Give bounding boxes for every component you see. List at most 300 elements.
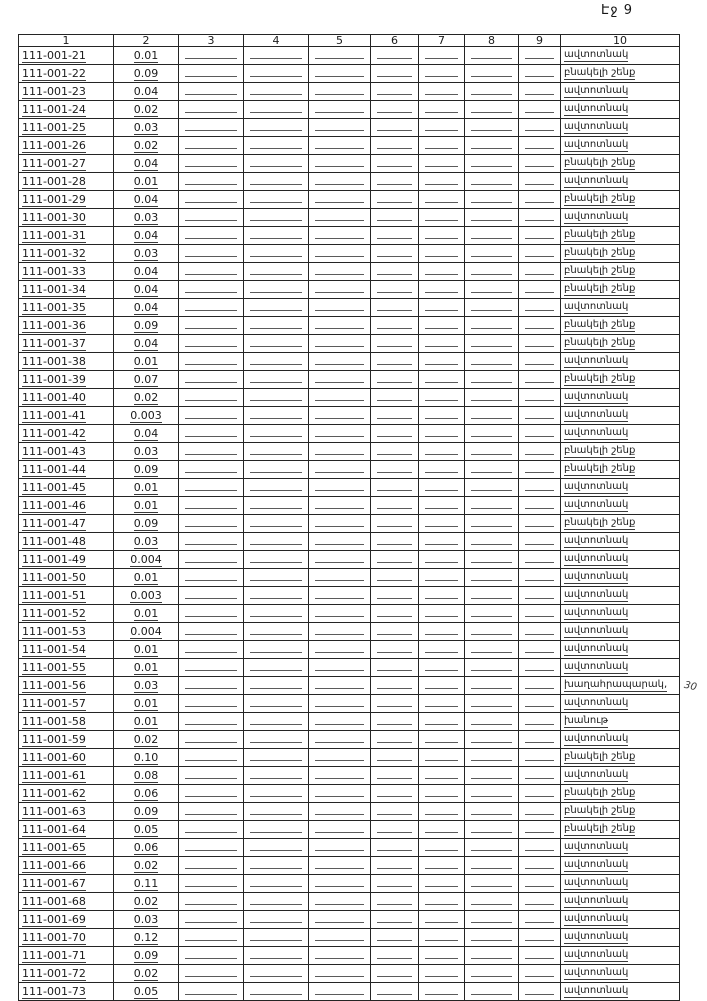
cell-col5 (309, 749, 371, 767)
cell-col3 (179, 893, 244, 911)
blank-rule-line (315, 688, 364, 689)
blank-rule-line (377, 724, 412, 725)
cell-col7 (419, 857, 465, 875)
cell-col4 (244, 731, 309, 749)
parcel-id: 111-001-31 (22, 228, 86, 242)
cell-col6 (371, 875, 419, 893)
blank-rule-line (315, 598, 364, 599)
cell-col7 (419, 803, 465, 821)
cell-col7 (419, 137, 465, 155)
blank-rule-line (377, 490, 412, 491)
blank-rule-line (185, 274, 237, 275)
parcel-id: 111-001-45 (22, 480, 86, 494)
area-value: 0.04 (133, 228, 159, 242)
cell-col8 (465, 641, 519, 659)
cell-col2 (114, 569, 179, 587)
cell-col2 (114, 821, 179, 839)
cell-col6 (371, 641, 419, 659)
parcel-id: 111-001-52 (22, 606, 86, 620)
cell-col6 (371, 281, 419, 299)
cell-col6 (371, 227, 419, 245)
cell-col8 (465, 65, 519, 83)
blank-rule-line (250, 256, 302, 257)
parcel-id: 111-001-67 (22, 876, 86, 890)
cell-col7 (419, 227, 465, 245)
blank-rule-line (377, 364, 412, 365)
cell-col2 (114, 785, 179, 803)
cell-col9 (519, 677, 561, 695)
cell-col9 (519, 623, 561, 641)
cell-col7 (419, 695, 465, 713)
cell-col4 (244, 389, 309, 407)
blank-rule-line (250, 364, 302, 365)
column-header: 7 (419, 35, 465, 47)
cell-col7 (419, 371, 465, 389)
cell-col9 (519, 245, 561, 263)
cell-col4 (244, 605, 309, 623)
use-label: ավտոտնակ (564, 643, 629, 654)
blank-rule-line (377, 328, 412, 329)
table-row (19, 245, 680, 263)
cell-col2 (114, 101, 179, 119)
use-label: ավտոտնակ (564, 931, 629, 942)
blank-rule-line (425, 688, 458, 689)
table-row (19, 407, 680, 425)
cell-col4 (244, 983, 309, 1001)
blank-rule-line (250, 220, 302, 221)
cell-col5 (309, 335, 371, 353)
blank-rule-line (250, 634, 302, 635)
cell-col4 (244, 317, 309, 335)
cell-col2 (114, 947, 179, 965)
blank-rule-line (250, 598, 302, 599)
blank-rule-line (525, 796, 554, 797)
use-label: ավտոտնակ (564, 877, 629, 888)
cell-col5 (309, 533, 371, 551)
blank-rule-line (525, 976, 554, 977)
table-row (19, 839, 680, 857)
blank-rule-line (525, 904, 554, 905)
cell-col10 (561, 515, 680, 533)
blank-rule-line (185, 904, 237, 905)
table-row (19, 335, 680, 353)
table-row (19, 317, 680, 335)
cell-col10 (561, 155, 680, 173)
blank-rule-line (185, 760, 237, 761)
cell-col8 (465, 893, 519, 911)
cell-col10 (561, 713, 680, 731)
cell-col3 (179, 569, 244, 587)
cell-col7 (419, 839, 465, 857)
blank-rule-line (425, 580, 458, 581)
blank-rule-line (377, 976, 412, 977)
blank-rule-line (315, 814, 364, 815)
cell-col4 (244, 497, 309, 515)
blank-rule-line (525, 994, 554, 995)
cell-col7 (419, 389, 465, 407)
parcel-id: 111-001-54 (22, 642, 86, 656)
blank-rule-line (425, 544, 458, 545)
blank-rule-line (250, 490, 302, 491)
cell-col8 (465, 371, 519, 389)
cell-col4 (244, 785, 309, 803)
cell-col1 (19, 137, 114, 155)
cell-col3 (179, 965, 244, 983)
area-value: 0.01 (133, 498, 159, 512)
cell-col3 (179, 299, 244, 317)
area-value: 0.04 (133, 300, 159, 314)
cell-col9 (519, 443, 561, 461)
parcel-id: 111-001-33 (22, 264, 86, 278)
cell-col3 (179, 371, 244, 389)
blank-rule-line (425, 508, 458, 509)
blank-rule-line (315, 238, 364, 239)
cell-col10 (561, 785, 680, 803)
cell-col9 (519, 389, 561, 407)
blank-rule-line (471, 418, 512, 419)
blank-rule-line (377, 670, 412, 671)
cell-col10 (561, 587, 680, 605)
blank-rule-line (315, 58, 364, 59)
table-row (19, 497, 680, 515)
blank-rule-line (471, 688, 512, 689)
cell-col9 (519, 875, 561, 893)
cell-col8 (465, 839, 519, 857)
cell-col5 (309, 551, 371, 569)
cell-col4 (244, 263, 309, 281)
blank-rule-line (250, 310, 302, 311)
blank-rule-line (315, 364, 364, 365)
cell-col4 (244, 281, 309, 299)
cell-col4 (244, 83, 309, 101)
blank-rule-line (471, 760, 512, 761)
blank-rule-line (250, 850, 302, 851)
cell-col6 (371, 353, 419, 371)
area-value: 0.02 (133, 732, 159, 746)
parcel-id: 111-001-22 (22, 66, 86, 80)
cell-col10 (561, 263, 680, 281)
cell-col3 (179, 191, 244, 209)
cell-col10 (561, 641, 680, 659)
area-value: 0.07 (133, 372, 159, 386)
blank-rule-line (185, 112, 237, 113)
cell-col4 (244, 533, 309, 551)
blank-rule-line (425, 220, 458, 221)
cell-col8 (465, 281, 519, 299)
table-row (19, 155, 680, 173)
use-label: բնակելի շենք (564, 823, 636, 834)
blank-rule-line (185, 58, 237, 59)
blank-rule-line (425, 382, 458, 383)
cell-col3 (179, 695, 244, 713)
cell-col1 (19, 425, 114, 443)
cell-col2 (114, 191, 179, 209)
cell-col6 (371, 983, 419, 1001)
blank-rule-line (471, 274, 512, 275)
cell-col5 (309, 425, 371, 443)
cell-col4 (244, 299, 309, 317)
cell-col8 (465, 587, 519, 605)
cell-col3 (179, 929, 244, 947)
cell-col7 (419, 551, 465, 569)
area-value: 0.04 (133, 84, 159, 98)
area-value: 0.03 (133, 534, 159, 548)
cell-col5 (309, 461, 371, 479)
blank-rule-line (185, 148, 237, 149)
cell-col8 (465, 749, 519, 767)
cell-col3 (179, 317, 244, 335)
cell-col2 (114, 299, 179, 317)
blank-rule-line (525, 238, 554, 239)
cell-col6 (371, 533, 419, 551)
cell-col8 (465, 533, 519, 551)
cell-col4 (244, 677, 309, 695)
blank-rule-line (185, 706, 237, 707)
use-label: ավտոտնակ (564, 211, 629, 222)
cell-col1 (19, 353, 114, 371)
blank-rule-line (425, 958, 458, 959)
cell-col3 (179, 389, 244, 407)
blank-rule-line (185, 724, 237, 725)
cell-col8 (465, 479, 519, 497)
blank-rule-line (525, 310, 554, 311)
parcel-id: 111-001-58 (22, 714, 86, 728)
cell-col5 (309, 119, 371, 137)
blank-rule-line (315, 904, 364, 905)
parcel-id: 111-001-27 (22, 156, 86, 170)
cell-col6 (371, 749, 419, 767)
blank-rule-line (425, 202, 458, 203)
cell-col5 (309, 695, 371, 713)
cell-col1 (19, 659, 114, 677)
cell-col10 (561, 119, 680, 137)
cell-col8 (465, 605, 519, 623)
cell-col2 (114, 623, 179, 641)
area-value: 0.004 (130, 552, 162, 566)
blank-rule-line (525, 850, 554, 851)
cell-col9 (519, 353, 561, 371)
cell-col6 (371, 263, 419, 281)
use-label: ավտոտնակ (564, 481, 629, 492)
cell-col8 (465, 299, 519, 317)
blank-rule-line (250, 526, 302, 527)
cell-col4 (244, 767, 309, 785)
cell-col9 (519, 641, 561, 659)
parcel-id: 111-001-63 (22, 804, 86, 818)
cell-col8 (465, 353, 519, 371)
cell-col5 (309, 677, 371, 695)
blank-rule-line (185, 328, 237, 329)
cell-col3 (179, 137, 244, 155)
blank-rule-line (525, 166, 554, 167)
cell-col10 (561, 47, 680, 65)
cell-col9 (519, 515, 561, 533)
cell-col3 (179, 857, 244, 875)
cell-col8 (465, 569, 519, 587)
blank-rule-line (425, 706, 458, 707)
blank-rule-line (525, 886, 554, 887)
blank-rule-line (377, 598, 412, 599)
cell-col10 (561, 227, 680, 245)
cell-col6 (371, 461, 419, 479)
cell-col8 (465, 695, 519, 713)
use-label: ավտոտնակ (564, 913, 629, 924)
blank-rule-line (185, 202, 237, 203)
blank-rule-line (377, 202, 412, 203)
cell-col8 (465, 443, 519, 461)
parcel-id: 111-001-68 (22, 894, 86, 908)
use-label: բնակելի շենք (564, 517, 636, 528)
cell-col1 (19, 857, 114, 875)
blank-rule-line (377, 310, 412, 311)
cell-col9 (519, 119, 561, 137)
cell-col10 (561, 425, 680, 443)
parcel-id: 111-001-66 (22, 858, 86, 872)
blank-rule-line (315, 778, 364, 779)
use-label: ավտոտնակ (564, 571, 629, 582)
table-row (19, 173, 680, 191)
blank-rule-line (377, 562, 412, 563)
blank-rule-line (525, 130, 554, 131)
cell-col10 (561, 875, 680, 893)
blank-rule-line (377, 778, 412, 779)
cell-col5 (309, 227, 371, 245)
table-row (19, 551, 680, 569)
cell-col10 (561, 605, 680, 623)
blank-rule-line (377, 616, 412, 617)
blank-rule-line (377, 652, 412, 653)
cell-col2 (114, 137, 179, 155)
parcel-id: 111-001-50 (22, 570, 86, 584)
cell-col5 (309, 569, 371, 587)
cell-col9 (519, 659, 561, 677)
blank-rule-line (250, 940, 302, 941)
cell-col1 (19, 839, 114, 857)
cell-col7 (419, 353, 465, 371)
blank-rule-line (377, 238, 412, 239)
cell-col7 (419, 677, 465, 695)
blank-rule-line (525, 634, 554, 635)
cell-col6 (371, 551, 419, 569)
cell-col6 (371, 47, 419, 65)
cell-col7 (419, 263, 465, 281)
blank-rule-line (315, 130, 364, 131)
blank-rule-line (471, 220, 512, 221)
parcel-id: 111-001-57 (22, 696, 86, 710)
blank-rule-line (377, 526, 412, 527)
blank-rule-line (471, 724, 512, 725)
cell-col3 (179, 605, 244, 623)
blank-rule-line (377, 508, 412, 509)
blank-rule-line (471, 598, 512, 599)
blank-rule-line (471, 580, 512, 581)
table-row (19, 587, 680, 605)
blank-rule-line (377, 382, 412, 383)
blank-rule-line (525, 742, 554, 743)
cell-col7 (419, 965, 465, 983)
blank-rule-line (425, 886, 458, 887)
cell-col7 (419, 911, 465, 929)
blank-rule-line (250, 58, 302, 59)
cell-col4 (244, 551, 309, 569)
blank-rule-line (250, 202, 302, 203)
cell-col8 (465, 83, 519, 101)
use-label: ավտոտնակ (564, 985, 629, 996)
area-value: 0.04 (133, 156, 159, 170)
table-row (19, 785, 680, 803)
blank-rule-line (250, 238, 302, 239)
cell-col9 (519, 587, 561, 605)
blank-rule-line (471, 652, 512, 653)
area-value: 0.09 (133, 804, 159, 818)
blank-rule-line (315, 508, 364, 509)
area-value: 0.11 (133, 876, 159, 890)
use-label: բնակելի շենք (564, 319, 636, 330)
cell-col2 (114, 389, 179, 407)
cell-col6 (371, 677, 419, 695)
blank-rule-line (185, 688, 237, 689)
blank-rule-line (425, 994, 458, 995)
table-row (19, 857, 680, 875)
cell-col10 (561, 731, 680, 749)
use-label: ավտոտնակ (564, 967, 629, 978)
blank-rule-line (185, 490, 237, 491)
blank-rule-line (525, 202, 554, 203)
cell-col10 (561, 389, 680, 407)
cell-col4 (244, 911, 309, 929)
use-label: բնակելի շենք (564, 445, 636, 456)
cell-col1 (19, 929, 114, 947)
blank-rule-line (315, 922, 364, 923)
parcel-id: 111-001-60 (22, 750, 86, 764)
parcel-id: 111-001-38 (22, 354, 86, 368)
cell-col9 (519, 425, 561, 443)
cell-col5 (309, 839, 371, 857)
blank-rule-line (525, 436, 554, 437)
cell-col2 (114, 425, 179, 443)
cell-col8 (465, 407, 519, 425)
table-row (19, 389, 680, 407)
cell-col8 (465, 101, 519, 119)
blank-rule-line (525, 58, 554, 59)
blank-rule-line (250, 148, 302, 149)
cell-col8 (465, 119, 519, 137)
use-label: ավտոտնակ (564, 391, 629, 402)
cell-col8 (465, 173, 519, 191)
cell-col3 (179, 335, 244, 353)
cell-col5 (309, 209, 371, 227)
blank-rule-line (471, 562, 512, 563)
cell-col10 (561, 857, 680, 875)
cell-col8 (465, 155, 519, 173)
cell-col1 (19, 785, 114, 803)
blank-rule-line (315, 634, 364, 635)
cell-col9 (519, 65, 561, 83)
cell-col6 (371, 173, 419, 191)
cell-col10 (561, 623, 680, 641)
blank-rule-line (377, 886, 412, 887)
cell-col7 (419, 929, 465, 947)
cell-col5 (309, 83, 371, 101)
blank-rule-line (425, 346, 458, 347)
blank-rule-line (185, 238, 237, 239)
parcel-id: 111-001-65 (22, 840, 86, 854)
use-label: ավտոտնակ (564, 859, 629, 870)
blank-rule-line (425, 94, 458, 95)
cell-col1 (19, 983, 114, 1001)
blank-rule-line (250, 346, 302, 347)
cell-col3 (179, 461, 244, 479)
